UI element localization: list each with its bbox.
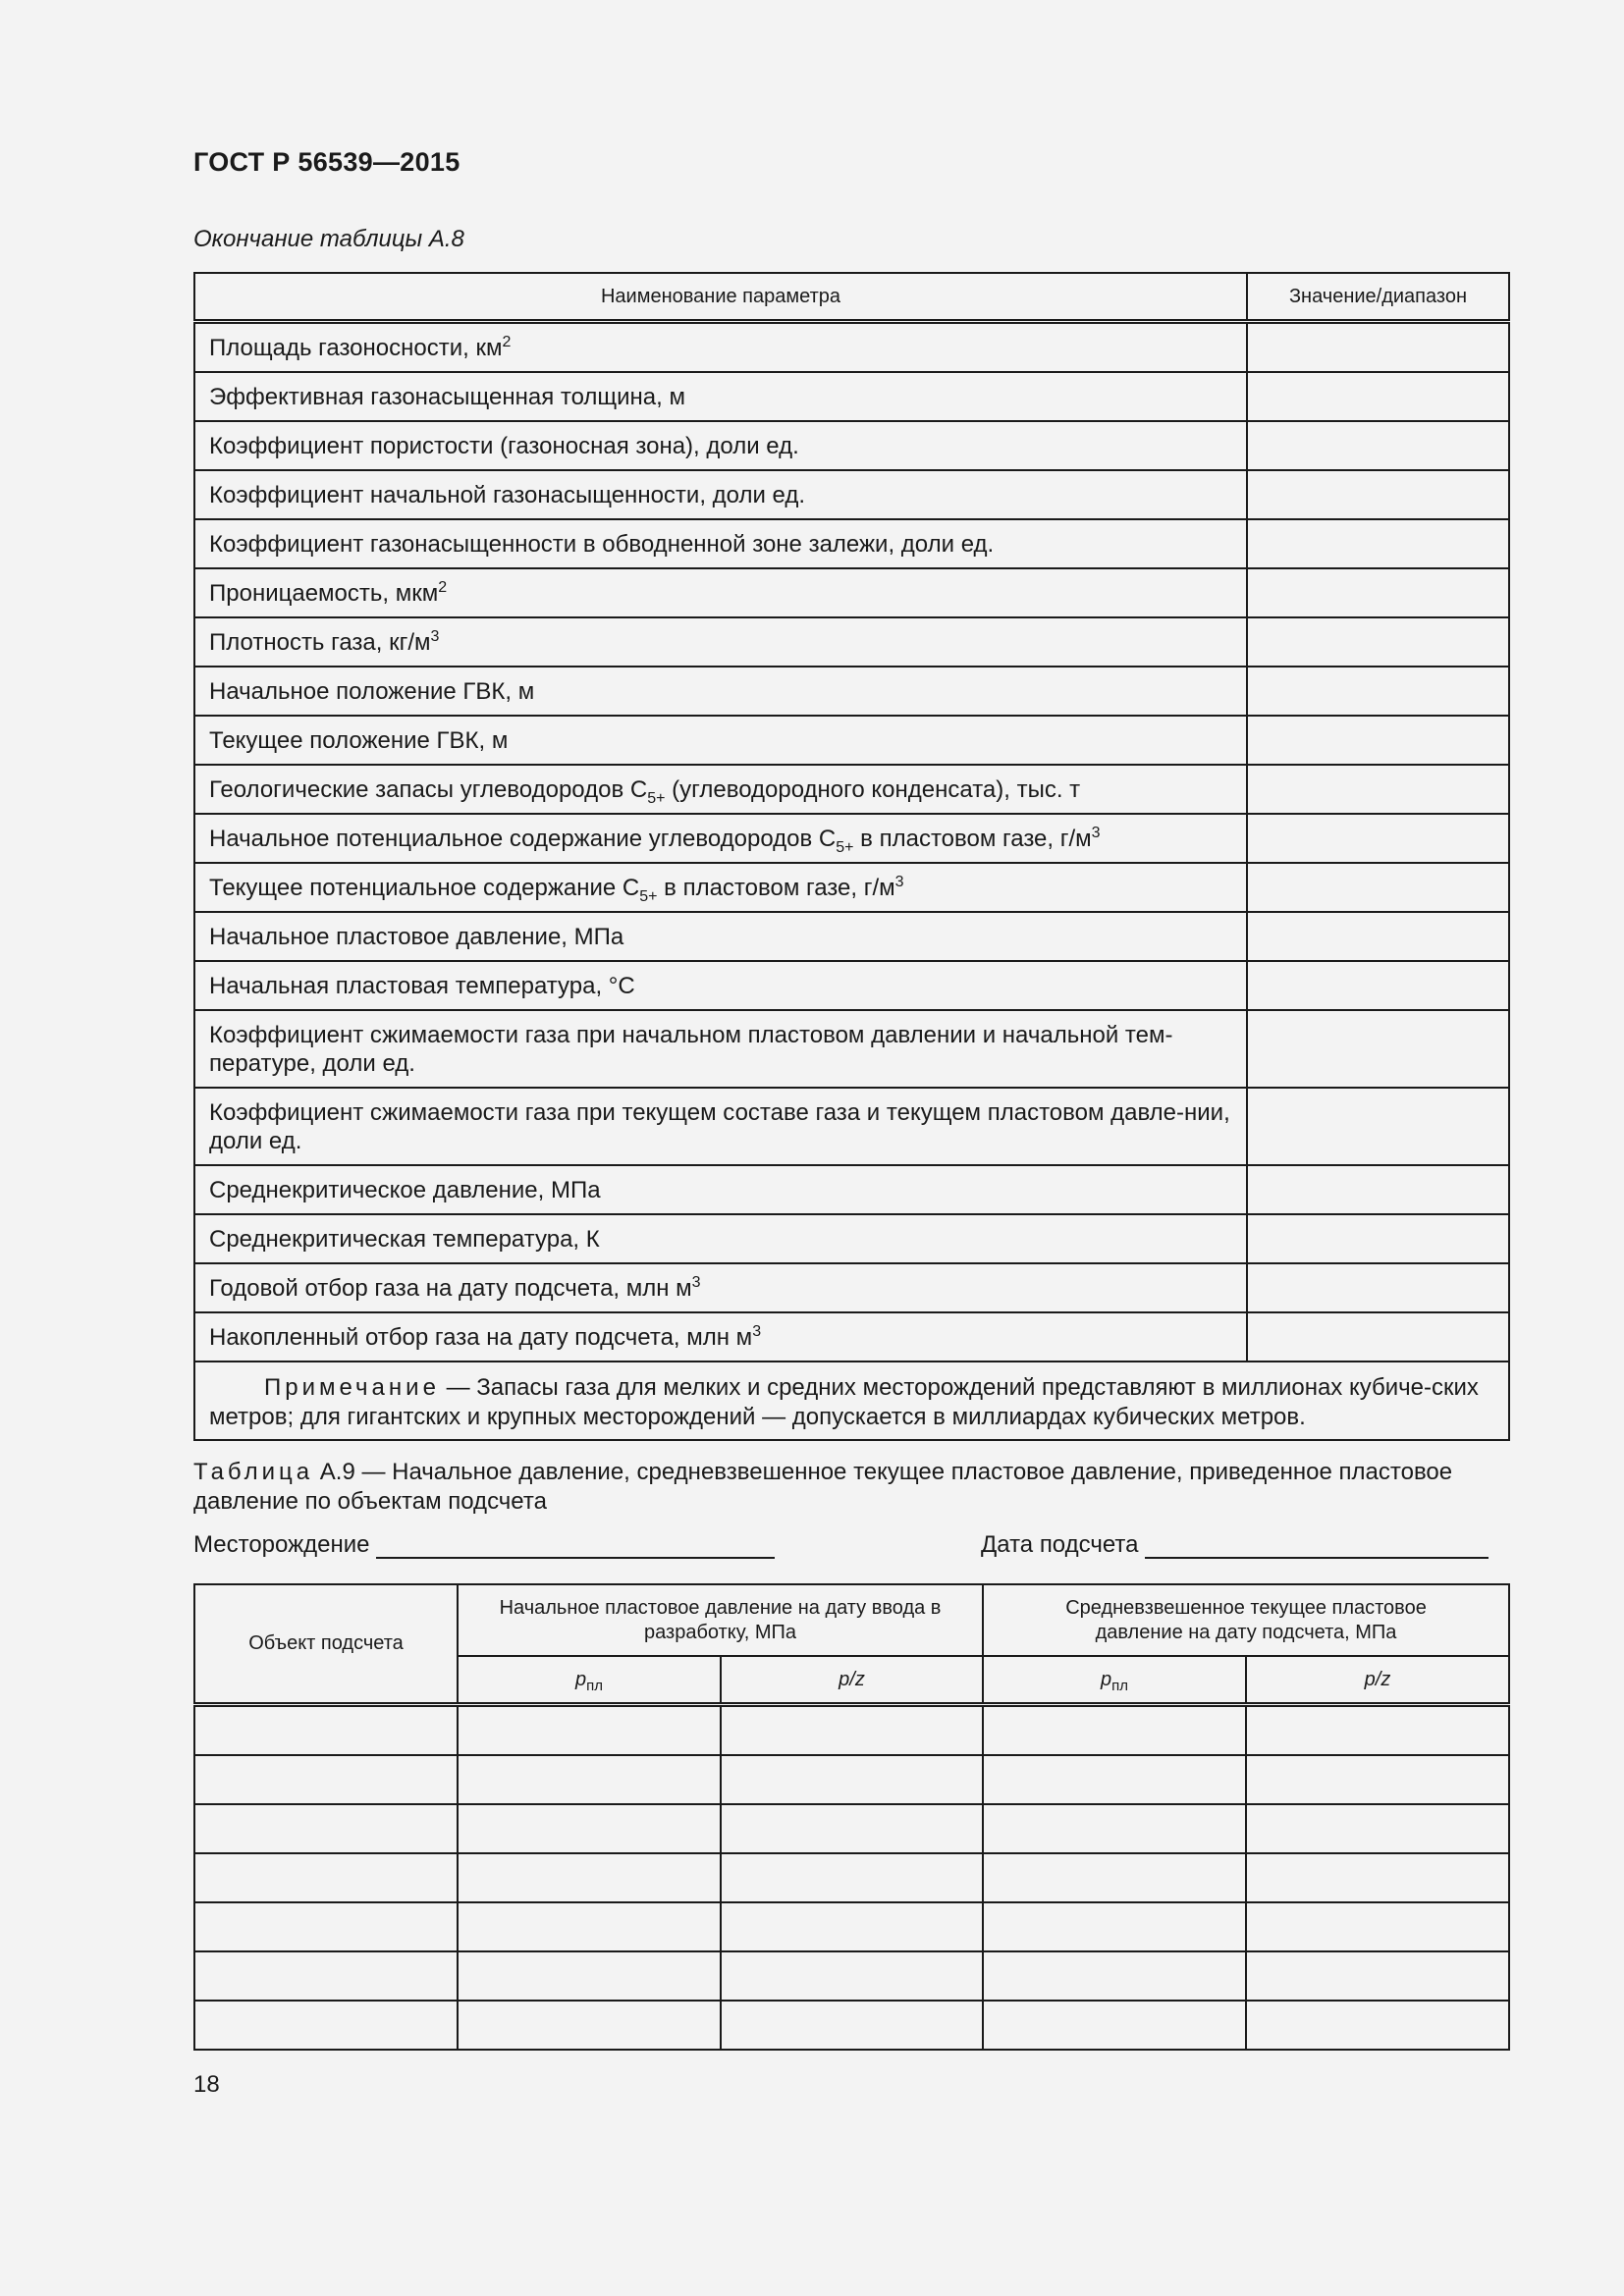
note-label: Примечание xyxy=(264,1374,440,1401)
empty-cell[interactable] xyxy=(721,1804,983,1853)
empty-cell[interactable] xyxy=(983,1853,1246,1902)
parameter-name xyxy=(194,1010,1247,1088)
field-name-line xyxy=(193,1531,775,1559)
value-cell[interactable] xyxy=(1247,322,1509,373)
table-row xyxy=(194,519,1509,568)
parameter-name xyxy=(194,568,1247,617)
empty-cell[interactable] xyxy=(194,1804,458,1853)
p-symbol: p xyxy=(1101,1668,1112,1690)
column-header-parameter: Наименование параметра xyxy=(194,273,1247,322)
parameter-text: Коэффициент сжимаемости газа при начальном пластовом давлении и начальной тем-пературе, доли ед. xyxy=(209,1021,1173,1077)
table-row xyxy=(194,470,1509,519)
column-header-value: Значение/диапазон xyxy=(1247,273,1509,322)
parameter-text: Текущее потенциальное содержание С xyxy=(209,874,640,901)
parameter-superscript: 3 xyxy=(691,1273,701,1291)
column-header-object: Объект подсчета xyxy=(194,1584,458,1705)
parameter-text: Проницаемость, мкм xyxy=(209,579,439,607)
parameter-name xyxy=(194,1088,1247,1165)
empty-cell[interactable] xyxy=(458,1804,721,1853)
parameter-superscript: 2 xyxy=(438,578,448,596)
table-row xyxy=(194,814,1509,863)
calc-date-line xyxy=(981,1531,1489,1559)
empty-cell[interactable] xyxy=(983,1755,1246,1804)
table-row xyxy=(194,2001,1509,2050)
value-cell[interactable] xyxy=(1247,667,1509,716)
value-cell[interactable] xyxy=(1247,765,1509,814)
empty-cell[interactable] xyxy=(721,1902,983,1951)
parameter-text: Начальное потенциальное содержание углеводородов С xyxy=(209,825,837,852)
p-index: пл xyxy=(586,1677,603,1694)
parameter-subscript: 5+ xyxy=(836,838,854,856)
page-number: 18 xyxy=(193,2071,220,2098)
empty-cell[interactable] xyxy=(458,2001,721,2050)
parameter-text-tail: (углеводородного конденсата), тыс. т xyxy=(665,775,1081,803)
table-a9-caption-label: Таблица xyxy=(193,1459,314,1485)
table-a9 xyxy=(193,1583,1510,2051)
empty-cell[interactable] xyxy=(194,1902,458,1951)
parameter-name xyxy=(194,617,1247,667)
parameter-subscript: 5+ xyxy=(639,887,658,905)
table-a8-note xyxy=(194,1362,1509,1440)
empty-cell[interactable] xyxy=(194,1705,458,1756)
table-row xyxy=(194,1902,1509,1951)
empty-cell[interactable] xyxy=(983,1902,1246,1951)
parameter-name xyxy=(194,765,1247,814)
value-cell[interactable] xyxy=(1247,1010,1509,1088)
empty-cell[interactable] xyxy=(721,1951,983,2001)
field-name-label: Месторождение xyxy=(193,1531,370,1558)
empty-cell[interactable] xyxy=(194,2001,458,2050)
parameter-text-tail: в пластовом газе, г/м xyxy=(853,825,1092,852)
table-row xyxy=(194,1165,1509,1214)
table-row xyxy=(194,617,1509,667)
parameter-name xyxy=(194,961,1247,1010)
table-row xyxy=(194,1705,1509,1756)
table-row xyxy=(194,322,1509,373)
parameter-superscript: 3 xyxy=(752,1322,762,1340)
column-group-current-pressure: Средневзвешенное текущее пластовое давление на дату подсчета, МПа xyxy=(983,1584,1509,1656)
parameter-text: Среднекритическое давление, МПа xyxy=(209,1176,601,1203)
empty-cell[interactable] xyxy=(1246,1755,1509,1804)
table-row xyxy=(194,1010,1509,1088)
table-row xyxy=(194,421,1509,470)
table-row xyxy=(194,912,1509,961)
empty-cell[interactable] xyxy=(983,2001,1246,2050)
table-row xyxy=(194,1312,1509,1362)
value-cell[interactable] xyxy=(1247,814,1509,863)
parameter-superscript: 3 xyxy=(1091,824,1101,841)
field-name-blank[interactable] xyxy=(376,1531,775,1559)
parameter-name xyxy=(194,1263,1247,1312)
parameter-text: Геологические запасы углеводородов С xyxy=(209,775,648,803)
parameter-text-tail: в пластовом газе, г/м xyxy=(657,874,895,901)
parameter-text: Площадь газоносности, км xyxy=(209,334,503,361)
parameter-subscript: 5+ xyxy=(647,789,666,807)
empty-cell[interactable] xyxy=(458,1853,721,1902)
parameter-name xyxy=(194,863,1247,912)
value-cell[interactable] xyxy=(1247,1263,1509,1312)
empty-cell[interactable] xyxy=(1246,1902,1509,1951)
subheader-pz-current: p/z xyxy=(1246,1656,1509,1705)
parameter-name xyxy=(194,1312,1247,1362)
parameter-name xyxy=(194,519,1247,568)
parameter-name xyxy=(194,912,1247,961)
parameter-superscript: 3 xyxy=(894,873,904,890)
parameter-name xyxy=(194,1214,1247,1263)
value-cell[interactable] xyxy=(1247,716,1509,765)
table-row xyxy=(194,372,1509,421)
table-row xyxy=(194,1951,1509,2001)
parameter-text: Коэффициент газонасыщенности в обводненной зоне залежи, доли ед. xyxy=(209,530,995,558)
empty-cell[interactable] xyxy=(194,1755,458,1804)
value-cell[interactable] xyxy=(1247,1312,1509,1362)
empty-cell[interactable] xyxy=(1246,1853,1509,1902)
value-cell[interactable] xyxy=(1247,1088,1509,1165)
parameter-text: Накопленный отбор газа на дату подсчета, млн м xyxy=(209,1323,753,1351)
empty-cell[interactable] xyxy=(458,1705,721,1756)
empty-cell[interactable] xyxy=(721,2001,983,2050)
empty-cell[interactable] xyxy=(194,1951,458,2001)
table-a9-caption xyxy=(193,1458,1508,1517)
empty-cell[interactable] xyxy=(458,1902,721,1951)
calc-date-label: Дата подсчета xyxy=(981,1531,1139,1558)
value-cell[interactable] xyxy=(1247,1214,1509,1263)
empty-cell[interactable] xyxy=(458,1951,721,2001)
value-cell[interactable] xyxy=(1247,1165,1509,1214)
parameter-text: Начальное положение ГВК, м xyxy=(209,677,535,705)
value-cell[interactable] xyxy=(1247,519,1509,568)
table-row xyxy=(194,568,1509,617)
value-cell[interactable] xyxy=(1247,912,1509,961)
value-cell[interactable] xyxy=(1247,863,1509,912)
parameter-name xyxy=(194,814,1247,863)
p-index: пл xyxy=(1111,1677,1129,1694)
table-row xyxy=(194,961,1509,1010)
empty-cell[interactable] xyxy=(983,1804,1246,1853)
empty-cell[interactable] xyxy=(1246,2001,1509,2050)
parameter-text: Начальное пластовое давление, МПа xyxy=(209,923,624,950)
parameter-text: Текущее положение ГВК, м xyxy=(209,726,509,754)
parameter-text: Эффективная газонасыщенная толщина, м xyxy=(209,383,685,410)
value-cell[interactable] xyxy=(1247,617,1509,667)
table-a8-continuation-caption: Окончание таблицы А.8 xyxy=(193,226,464,252)
parameter-text: Начальная пластовая температура, °С xyxy=(209,972,635,999)
parameter-name xyxy=(194,372,1247,421)
table-a9-body xyxy=(194,1705,1509,2051)
table-row xyxy=(194,1088,1509,1165)
value-cell[interactable] xyxy=(1247,568,1509,617)
table-a8-body xyxy=(194,322,1509,1362)
subheader-p-current xyxy=(983,1656,1246,1705)
parameter-name xyxy=(194,667,1247,716)
calc-date-blank[interactable] xyxy=(1145,1531,1489,1559)
subheader-p-initial xyxy=(458,1656,721,1705)
parameter-name xyxy=(194,322,1247,373)
table-row xyxy=(194,1755,1509,1804)
empty-cell[interactable] xyxy=(983,1951,1246,2001)
empty-cell[interactable] xyxy=(721,1755,983,1804)
empty-cell[interactable] xyxy=(1246,1705,1509,1756)
parameter-superscript: 3 xyxy=(430,627,440,645)
table-row xyxy=(194,1214,1509,1263)
empty-cell[interactable] xyxy=(458,1755,721,1804)
note-text: — Запасы газа для мелких и средних месторождений представляют в миллионах кубиче-ских метров; для гигантских и крупных месторождений — допускается в миллиардах кубических метров. xyxy=(209,1374,1479,1430)
empty-cell[interactable] xyxy=(721,1853,983,1902)
table-row xyxy=(194,667,1509,716)
empty-cell[interactable] xyxy=(1246,1951,1509,2001)
p-symbol: p xyxy=(575,1668,587,1690)
parameter-name xyxy=(194,421,1247,470)
column-group-initial-pressure: Начальное пластовое давление на дату ввода в разработку, МПа xyxy=(458,1584,983,1656)
value-cell[interactable] xyxy=(1247,421,1509,470)
empty-cell[interactable] xyxy=(983,1705,1246,1756)
value-cell[interactable] xyxy=(1247,372,1509,421)
empty-cell[interactable] xyxy=(721,1705,983,1756)
table-row xyxy=(194,1853,1509,1902)
value-cell[interactable] xyxy=(1247,470,1509,519)
parameter-text: Коэффициент сжимаемости газа при текущем составе газа и текущем пластовом давле-нии, доли ед. xyxy=(209,1098,1230,1154)
parameter-text: Коэффициент пористости (газоносная зона), доли ед. xyxy=(209,432,799,459)
parameter-text: Среднекритическая температура, К xyxy=(209,1225,600,1253)
table-row xyxy=(194,716,1509,765)
empty-cell[interactable] xyxy=(194,1853,458,1902)
value-cell[interactable] xyxy=(1247,961,1509,1010)
table-row xyxy=(194,863,1509,912)
parameter-name xyxy=(194,1165,1247,1214)
table-row xyxy=(194,765,1509,814)
subheader-pz-initial: p/z xyxy=(721,1656,983,1705)
table-row xyxy=(194,1263,1509,1312)
parameter-name xyxy=(194,470,1247,519)
parameter-text: Плотность газа, кг/м xyxy=(209,628,431,656)
parameter-text: Коэффициент начальной газонасыщенности, доли ед. xyxy=(209,481,806,508)
empty-cell[interactable] xyxy=(1246,1804,1509,1853)
parameter-superscript: 2 xyxy=(502,333,512,350)
parameter-text: Годовой отбор газа на дату подсчета, млн м xyxy=(209,1274,692,1302)
document-code: ГОСТ Р 56539—2015 xyxy=(193,147,460,177)
parameter-name xyxy=(194,716,1247,765)
table-row xyxy=(194,1804,1509,1853)
table-a9-caption-text: А.9 — Начальное давление, средневзвешенное текущее пластовое давление, приведенное пластовое давление по объектам подсчета xyxy=(193,1459,1453,1515)
table-a8 xyxy=(193,272,1510,1441)
